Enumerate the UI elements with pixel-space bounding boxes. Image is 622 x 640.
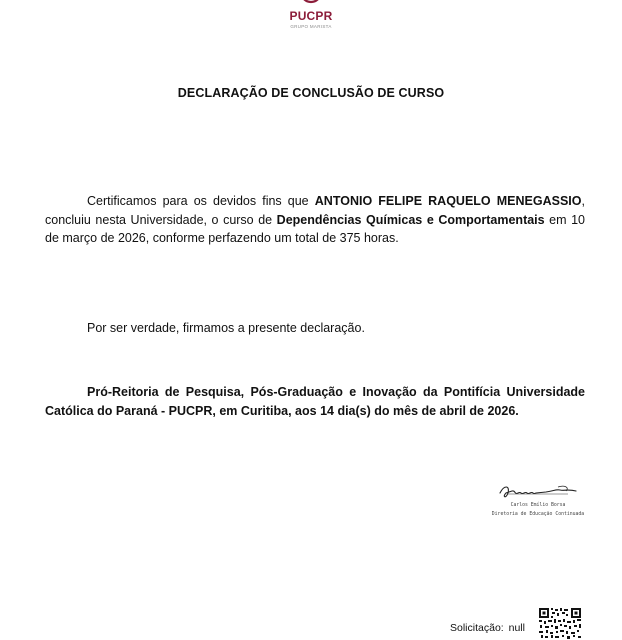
course-name: Dependências Químicas e Comportamentais (276, 212, 545, 227)
request-label: Solicitação: (450, 622, 504, 634)
request-value: null (508, 622, 525, 634)
request-info (448, 622, 525, 634)
certification-paragraph (45, 192, 585, 248)
signatory-role: Diretoria de Educação Continuada (491, 512, 585, 517)
paragraph-text: em 10 de março de 2026, conforme perfazendo um total de 375 horas. (45, 212, 585, 245)
truth-statement: Por ser verdade, firmamos a presente declaração. (87, 321, 365, 335)
logo-subtitle: GRUPO MARISTA (290, 24, 332, 29)
logo-name: PUCPR (289, 9, 333, 23)
paragraph-text: Certificamos para os devidos fins que (87, 194, 315, 208)
qr-code-icon (538, 607, 582, 640)
issuer-statement: Pró-Reitoria de Pesquisa, Pós-Graduação e Inovação da Pontifícia Universidade Católica do Paraná - PUCPR, em Curitiba, aos 14 dia(s) do mês de abril de 2026. (45, 385, 585, 418)
student-name: ANTONIO FELIPE RAQUELO MENEGASSIO (314, 194, 582, 208)
pucpr-logo (276, 0, 346, 34)
seal-icon (298, 0, 324, 8)
signature-block (488, 481, 598, 521)
document-title: DECLARAÇÃO DE CONCLUSÃO DE CURSO (177, 86, 445, 100)
signatory-name: Carlos Emílio Borsa (510, 503, 566, 508)
handwritten-signature-icon (498, 481, 580, 501)
paragraph-text: , concluiu nesta Universidade, o curso de (45, 194, 585, 227)
